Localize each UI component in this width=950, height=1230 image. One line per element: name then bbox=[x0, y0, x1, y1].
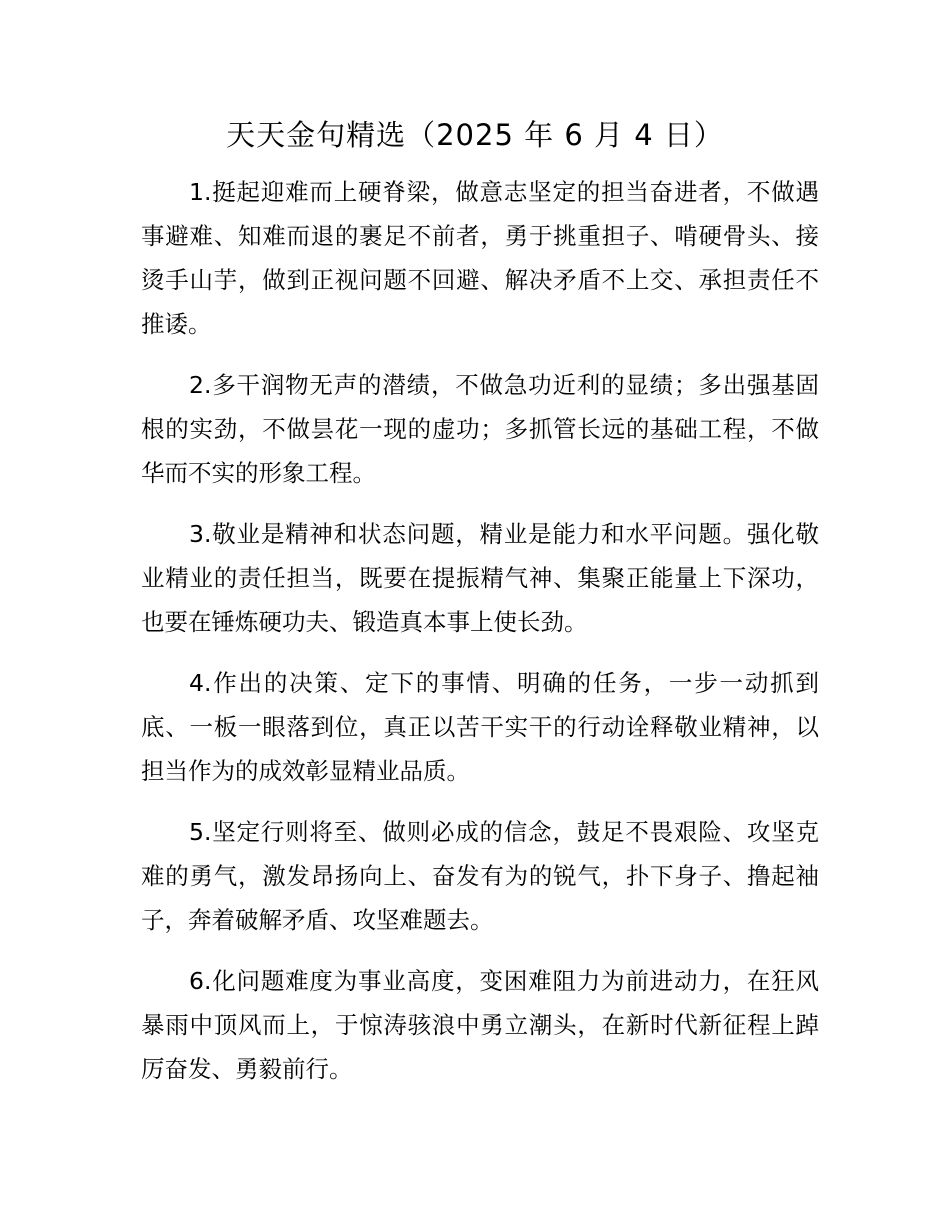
document-body bbox=[141, 170, 819, 1108]
paragraph-5: 5.坚定行则将至、做则必成的信念，鼓足不畏艰险、攻坚克难的勇气，激发昂扬向上、奋发有为的锐气，扑下身子、撸起袖子，奔着破解矛盾、攻坚难题去。 bbox=[141, 818, 819, 934]
paragraph-3: 3.敬业是精神和状态问题，精业是能力和水平问题。强化敬业精业的责任担当，既要在提振精气神、集聚正能量上下深功，也要在锤炼硬功夫、锻造真本事上使长劲。 bbox=[141, 520, 819, 636]
paragraph-2: 2.多干润物无声的潜绩，不做急功近利的显绩；多出强基固根的实劲，不做昙花一现的虚功；多抓管长远的基础工程，不做华而不实的形象工程。 bbox=[141, 371, 819, 487]
page-title: 天天金句精选（2025 年 6 月 4 日） bbox=[226, 118, 724, 152]
paragraph-4: 4.作出的决策、定下的事情、明确的任务，一步一动抓到底、一板一眼落到位，真正以苦干实干的行动诠释敬业精神，以担当作为的成效彰显精业品质。 bbox=[141, 669, 819, 785]
paragraph-6: 6.化问题难度为事业高度，变困难阻力为前进动力，在狂风暴雨中顶风而上，于惊涛骇浪中勇立潮头，在新时代新征程上踔厉奋发、勇毅前行。 bbox=[141, 967, 819, 1083]
paragraph-1: 1.挺起迎难而上硬脊梁，做意志坚定的担当奋进者，不做遇事避难、知难而退的裹足不前者，勇于挑重担子、啃硬骨头、接烫手山芋，做到正视问题不回避、解决矛盾不上交、承担责任不推诿。 bbox=[141, 178, 819, 338]
